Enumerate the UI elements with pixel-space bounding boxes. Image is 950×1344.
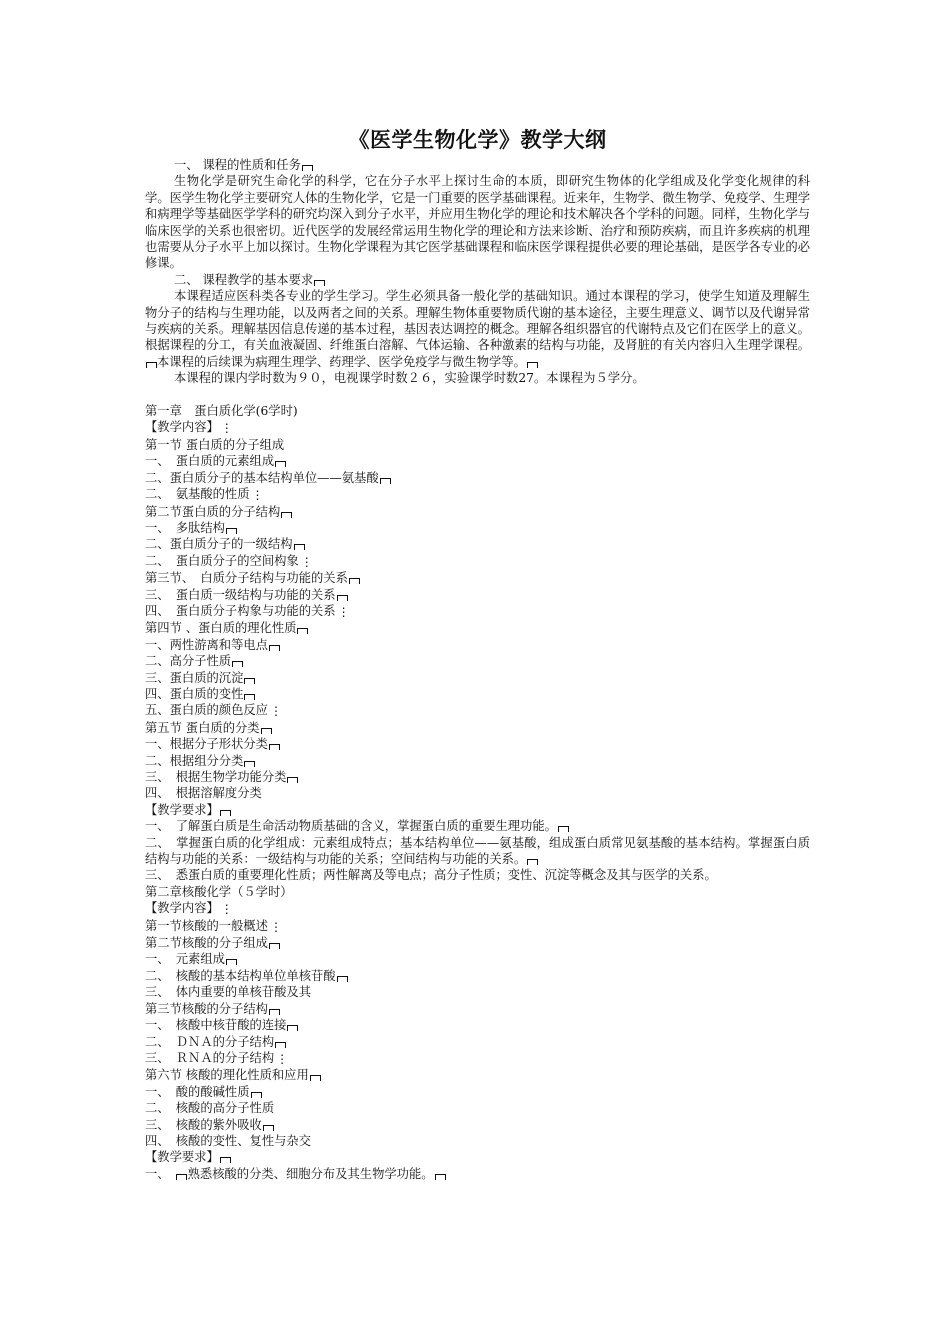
outline-item: 三、 蛋白质一级结构与功能的关系 [145,587,810,603]
outline-item: 第一节 蛋白质的分子组成 [145,437,285,452]
outline-item: 四、 蛋白质分子构象与功能的关系 ⋮ [145,603,350,619]
paragraph-mark-icon [220,810,231,816]
paragraph-mark-icon [275,1042,286,1048]
section-heading-requirements: 二、 课程教学的基本要求 [145,272,810,288]
paragraph-mark-icon [380,478,391,484]
requirement-item: 三、 悉蛋白质的重要理化性质；两性解离及等电点；高分子性质；变性、沉淀等概念及其与医学的关系。 [145,868,717,883]
paragraph-mark-icon [349,578,360,584]
colon-mark-icon: ⋮ [220,902,233,917]
colon-mark-icon: ⋮ [276,1051,289,1066]
colon-mark-icon: ⋮ [269,919,282,934]
outline-item: 三、蛋白质的沉淀 [145,670,810,686]
chapter1-outline [145,437,810,802]
chapter-title: 第二章核酸化学（５学时） [145,884,293,899]
outline-item: 二、高分子性质 [145,653,810,669]
colon-mark-icon: ⋮ [337,604,350,619]
paragraph-mark-icon [527,362,538,368]
paragraph-mark-icon [244,694,255,700]
outline-item: 三、 核酸的紫外吸收 [145,1117,810,1133]
colon-mark-icon: ⋮ [269,704,282,719]
paragraph-mark-icon [244,678,255,684]
outline-item: 二、根据组分分类 [145,753,810,769]
paragraph-mark-icon [226,959,237,965]
blank-line [145,387,810,403]
outline-item: 第二节蛋白质的分子结构 [145,504,810,520]
outline-item: 一、根据分子形状分类 [145,736,810,752]
paragraph-mark-icon [527,859,538,865]
colon-mark-icon: ⋮ [220,421,233,436]
paragraph-mark-icon [435,1174,446,1180]
chapter2-outline [145,918,810,1150]
colon-mark-icon: ⋮ [300,554,313,569]
outline-item: 一、 多肽结构 [145,520,810,536]
document-page [145,125,810,1182]
outline-item: 第四节 、蛋白质的理化性质 [145,620,810,636]
outline-item: 一、 蛋白质的元素组成 [145,453,810,469]
outline-item: 第三节、 白质分子结构与功能的关系 [145,570,810,586]
outline-item: 一、 酸的酸碱性质 [145,1084,810,1100]
colon-mark-icon: ⋮ [251,488,264,503]
outline-item: 二、蛋白质分子的一级结构 [145,536,810,552]
outline-item: 四、 核酸的变性、复性与杂交 [145,1133,312,1148]
paragraph-mark-icon [287,777,298,783]
paragraph-mark-icon [287,1025,298,1031]
paragraph-mark-icon [269,943,280,949]
paragraph-mark-icon [261,728,272,734]
document-title: 《医学生物化学》教学大纲 [348,127,607,152]
content-label: 【教学内容】 ⋮ [145,420,233,436]
outline-item: 一、 元素组成 [145,951,810,967]
outline-item: 五、蛋白质的颜色反应 ⋮ [145,703,282,719]
paragraph-mark-icon [263,1125,274,1131]
section-paragraph-nature: 生物化学是研究生命化学的科学，它在分子水平上探讨生命的本质，即研究生物体的化学组成及化学变化规律的科学。医学生物化学主要研究人体的生物化学，它是一门重要的医学基础课程。近来年，生物学、微生物学、免疫学、生理学和病理学等基础医学学科的研究均深入到分子水平，并应用生物化学的理论和技术解决各个学科的问题。同样，生物化学与临床医学的关系也很密切。近代医学的发展经常运用生物化学的理论和方法来诊断、治疗和预防疾病，而且许多疾病的机理也需要从分子水平上加以探讨。生物化学课程为其它医学基础课程和临床医学课程提供必要的理论基础，是医学各专业的必修课。 [145,174,810,271]
paragraph-mark-icon [281,512,292,518]
paragraph-mark-icon [275,461,286,467]
outline-item: 二、 ＤＮＡ的分子结构 [145,1034,810,1050]
course-hours-paragraph: 本课程的课内学时数为９０，电视课学时数２６，实验课学时数27。本课程为５学分。 [174,371,645,386]
paragraph-mark-icon [269,1009,280,1015]
paragraph-mark-icon [244,761,255,767]
paragraph-mark-icon [146,362,157,368]
paragraph-mark-icon [269,744,280,750]
outline-item: 第三节核酸的分子结构 [145,1001,810,1017]
paragraph-mark-icon [337,976,348,982]
paragraph-mark-icon [302,165,313,171]
outline-item: 二、 核酸的基本结构单位单核苷酸 [145,968,810,984]
outline-item: 第二节核酸的分子组成 [145,935,810,951]
outline-item: 三、 ＲＮＡ的分子结构 ⋮ [145,1050,289,1066]
outline-item: 第五节 蛋白质的分类 [145,720,810,736]
paragraph-mark-icon [337,595,348,601]
content-label: 【教学内容】 ⋮ [145,901,233,917]
paragraph-mark-icon [176,1174,187,1180]
outline-item: 四、蛋白质的变性 [145,686,810,702]
outline-item: 三、 体内重要的单核苷酸及其 [145,985,312,1000]
requirement-item: 一、 熟悉核酸的分类、细胞分布及其生物学功能。 [145,1166,810,1182]
requirement-item: 一、 了解蛋白质是生命活动物质基础的含义，掌握蛋白质的重要生理功能。 [145,818,810,834]
outline-item: 二、 蛋白质分子的空间构象 ⋮ [145,553,313,569]
outline-item: 二、 氨基酸的性质 ⋮ [145,487,264,503]
outline-item: 第六节 核酸的理化性质和应用 [145,1067,810,1083]
outline-item: 三、 根据生物学功能分类 [145,769,810,785]
paragraph-mark-icon [294,544,305,550]
outline-item: 四、 根据溶解度分类 [145,786,262,801]
paragraph-mark-icon [251,1092,262,1098]
section-heading-nature: 一、 课程的性质和任务 [145,157,810,173]
section-paragraph-requirements: 本课程适应医科类各专业的学生学习。学生必须具备一般化学的基础知识。通过本课程的学习，使学生知道及理解生物分子的结构与生理功能，以及两者之间的关系。理解生物体重要物质代谢的基本途径，主要生理意义、调节以及代谢异常与疾病的关系。理解基因信息传递的基本过程，基因表达调控的概念。理解各组织器官的代谢特点及它们在医学上的意义。根据课程的分工，有关血液凝固、纤维蛋白溶解、气体运输、各种激素的结构与功能，及肾脏的有关内容归入生理学课程。本课程的后续课为病理生理学、药理学、医学免疫学与微生物学等。 [145,289,810,369]
requirements-label: 【教学要求】 [145,802,810,818]
outline-item: 一、 核酸中核苷酸的连接 [145,1017,810,1033]
paragraph-mark-icon [314,280,325,286]
paragraph-mark-icon [269,645,280,651]
paragraph-mark-icon [310,1075,321,1081]
requirement-item: 二、 掌握蛋白质的化学组成：元素组成特点；基本结构单位——氨基酸，组成蛋白质常见氨基酸的基本结构。掌握蛋白质结构与功能的关系：一级结构与功能的关系；空间结构与功能的关系。 [145,835,810,867]
paragraph-mark-icon [220,1157,231,1163]
paragraph-mark-icon [297,628,308,634]
outline-item: 一、两性游离和等电点 [145,637,810,653]
outline-item: 二、 核酸的高分子性质 [145,1101,275,1116]
outline-item: 二、蛋白质分子的基本结构单位——氨基酸 [145,470,810,486]
paragraph-mark-icon [232,661,243,667]
outline-item: 第一节核酸的一般概述 ⋮ [145,918,282,934]
requirements-label: 【教学要求】 [145,1149,810,1165]
paragraph-mark-icon [226,528,237,534]
chapter-title: 第一章 蛋白质化学(6学时) [145,404,298,419]
paragraph-mark-icon [558,826,569,832]
